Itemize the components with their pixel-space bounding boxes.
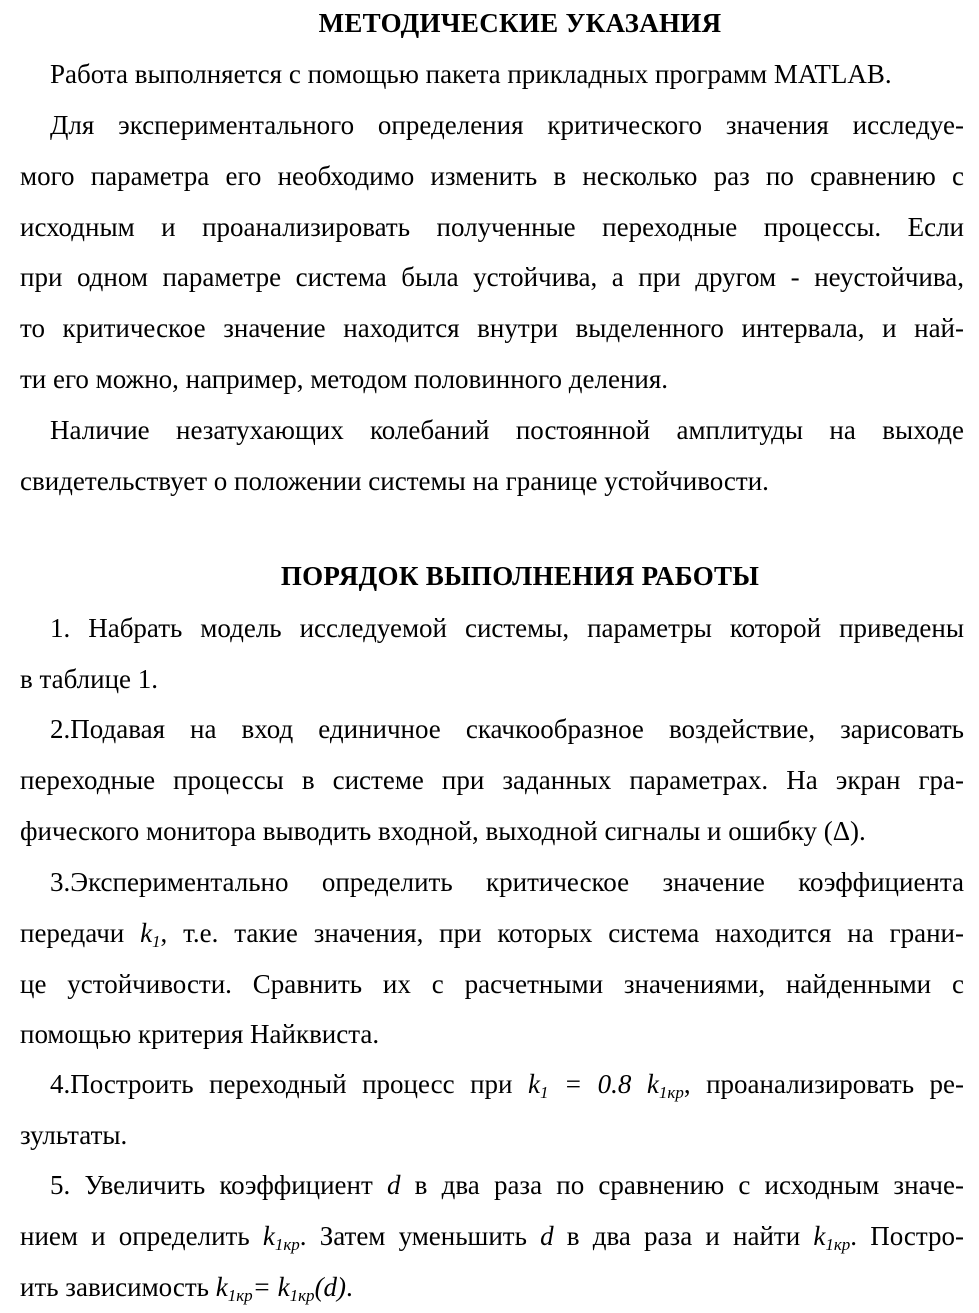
text-line: Для экспериментального определения критического значения исследуе-: [50, 110, 964, 140]
text-line: [20, 1059, 964, 1110]
paragraph-matlab: [20, 49, 964, 100]
text-fragment: . Постро-: [850, 1220, 964, 1251]
text-line: 2.Подавая на вход единичное скачкообразное воздействие, зарисовать: [50, 714, 964, 744]
text-line: фического монитора выводить входной, выходной сигналы и ошибку (Δ).: [20, 815, 866, 846]
text-fragment: .: [346, 1271, 353, 1302]
text-line: 3.Экспериментально определить критическое значение коэффициента: [50, 867, 964, 897]
symbol-subscript: 1кр: [227, 1285, 253, 1305]
symbol-k: k: [528, 1069, 540, 1099]
text-fragment: в два раза и найти: [553, 1220, 814, 1251]
formula-fragment: = 0.8: [548, 1069, 647, 1099]
symbol-d: d: [540, 1220, 554, 1251]
procedure-item-1: [20, 603, 964, 705]
paragraph-matlab-text: Работа выполняется с помощью пакета прикладных программ MATLAB.: [50, 59, 892, 89]
text-line: зультаты.: [20, 1119, 128, 1150]
text-line: переходные процессы в системе при заданных параметрах. На экран гра-: [20, 764, 964, 795]
text-fragment: 5. Увеличить коэффициент: [50, 1170, 387, 1200]
symbol-subscript: 1: [152, 931, 161, 951]
symbol-subscript: 1: [539, 1083, 549, 1102]
formula-fragment: (d): [314, 1271, 347, 1302]
symbol-k: k: [140, 917, 153, 948]
text-fragment: передачи: [20, 917, 141, 948]
symbol-subscript: 1кр: [658, 1083, 684, 1102]
paragraph-oscillations: [20, 405, 964, 507]
text-line: [20, 1160, 964, 1211]
procedure-item-4: [20, 1059, 964, 1161]
text-fragment: . Затем уменьшить: [299, 1220, 541, 1251]
text-line: исходным и проанализировать полученные переходные процессы. Если: [20, 211, 964, 242]
text-line: 1. Набрать модель исследуемой системы, параметры которой приведены: [50, 613, 964, 643]
text-line: Наличие незатухающих колебаний постоянной амплитуды на выходе: [50, 415, 964, 445]
text-line: свидетельствует о положении системы на границе устойчивости.: [20, 465, 769, 496]
text-fragment: ить зависимость: [20, 1271, 216, 1302]
text-line: при одном параметре система была устойчива, а при другом - неустойчива,: [20, 262, 964, 293]
symbol-subscript: 1кр: [825, 1234, 851, 1254]
text-line: в таблице 1.: [20, 663, 159, 694]
text-line: [20, 1211, 964, 1262]
text-fragment: 4.Построить переходный процесс при: [50, 1069, 528, 1099]
symbol-k: k: [813, 1220, 826, 1251]
text-fragment: , т.е. такие значения, при которых система находится на грани-: [160, 917, 964, 948]
paragraph-critical-value: [20, 100, 964, 405]
text-line: то критическое значение находится внутри выделенного интервала, и най-: [20, 313, 964, 344]
text-line: [20, 1262, 964, 1313]
symbol-subscript: 1кр: [289, 1285, 315, 1305]
text-line: помощью критерия Найквиста.: [20, 1019, 380, 1050]
section-title-procedure: ПОРЯДОК ВЫПОЛНЕНИЯ РАБОТЫ: [280, 561, 760, 591]
text-line: це устойчивости. Сравнить их с расчетными значениями, найденными с: [20, 968, 964, 999]
symbol-k: k: [215, 1271, 228, 1302]
procedure-item-5: [20, 1160, 964, 1312]
procedure-item-3: [20, 857, 964, 1060]
text-fragment: в два раза по сравнению с исходным значе-: [400, 1170, 964, 1200]
text-line: ти его можно, например, методом половинного деления.: [20, 363, 669, 394]
symbol-d: d: [386, 1170, 401, 1200]
text-line: мого параметра его необходимо изменить в несколько раз по сравнению с: [20, 160, 964, 191]
symbol-subscript: 1кр: [274, 1234, 300, 1254]
text-fragment: , проанализировать ре-: [683, 1069, 964, 1099]
symbol-k: k: [262, 1220, 275, 1251]
procedure-item-2: [20, 704, 964, 856]
section-title-guidelines: МЕТОДИЧЕСКИЕ УКАЗАНИЯ: [318, 8, 722, 38]
symbol-k: k: [646, 1069, 659, 1099]
symbol-k: k: [277, 1271, 290, 1302]
text-line: [20, 908, 964, 959]
formula-fragment: =: [252, 1271, 278, 1302]
text-fragment: нием и определить: [20, 1220, 263, 1251]
